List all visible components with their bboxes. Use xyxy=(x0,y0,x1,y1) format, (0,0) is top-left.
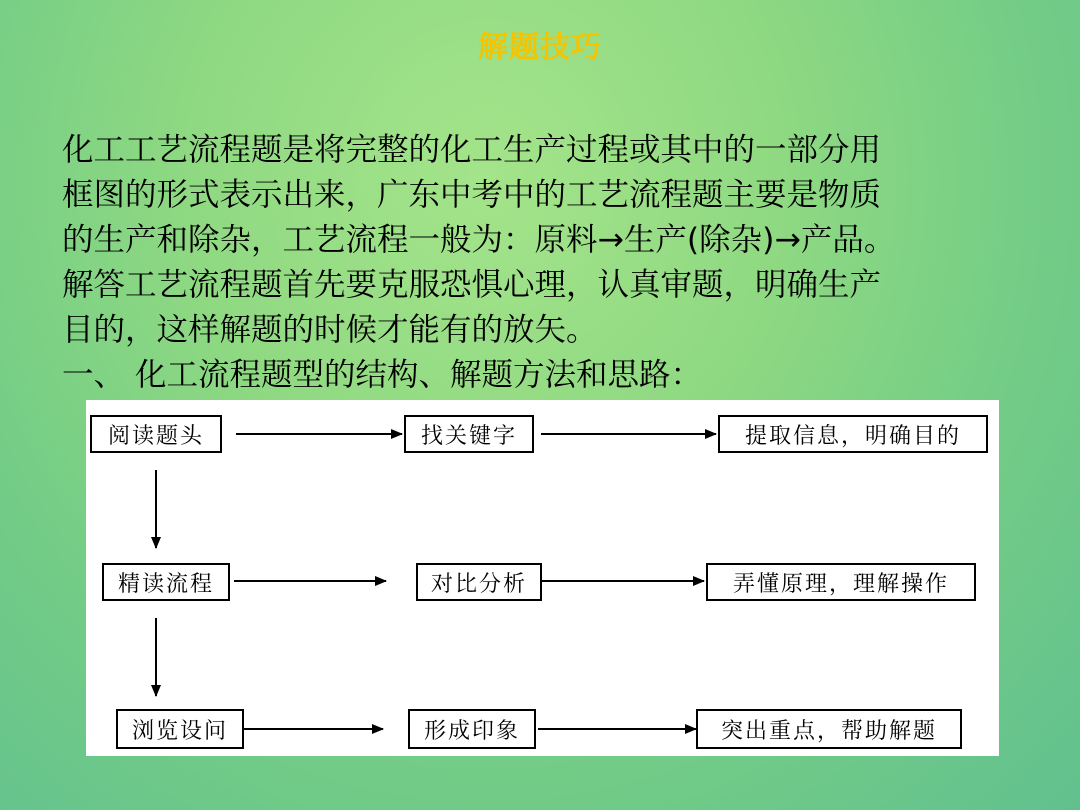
flow-box: 形成印象 xyxy=(408,709,536,749)
paragraph-line: 目的，这样解题的时候才能有的放矢。 xyxy=(62,312,598,348)
flow-box: 精读流程 xyxy=(102,563,230,601)
flow-box: 对比分析 xyxy=(416,563,542,601)
paragraph-line: 框图的形式表示出来，广东中考中的工艺流程题主要是物质 xyxy=(62,177,882,213)
flow-box: 弄懂原理，理解操作 xyxy=(706,563,976,601)
flow-box: 找关键字 xyxy=(404,415,534,453)
flow-box: 提取信息，明确目的 xyxy=(718,415,988,453)
paragraph-line: 的生产和除杂，工艺流程一般为：原料→生产(除杂)→产品。 xyxy=(62,222,896,258)
flow-box: 阅读题头 xyxy=(90,415,222,453)
paragraph-line: 解答工艺流程题首先要克服恐惧心理，认真审题，明确生产 xyxy=(62,267,882,303)
section-heading: 一、 化工流程题型的结构、解题方法和思路： xyxy=(62,357,703,393)
paragraph-line: 化工工艺流程题是将完整的化工生产过程或其中的一部分用 xyxy=(62,132,882,168)
intro-paragraph xyxy=(62,128,1012,398)
flowchart-panel xyxy=(86,400,999,756)
flow-box: 突出重点，帮助解题 xyxy=(696,709,962,749)
flow-box: 浏览设问 xyxy=(116,709,244,749)
slide-title: 解题技巧 xyxy=(478,30,602,65)
